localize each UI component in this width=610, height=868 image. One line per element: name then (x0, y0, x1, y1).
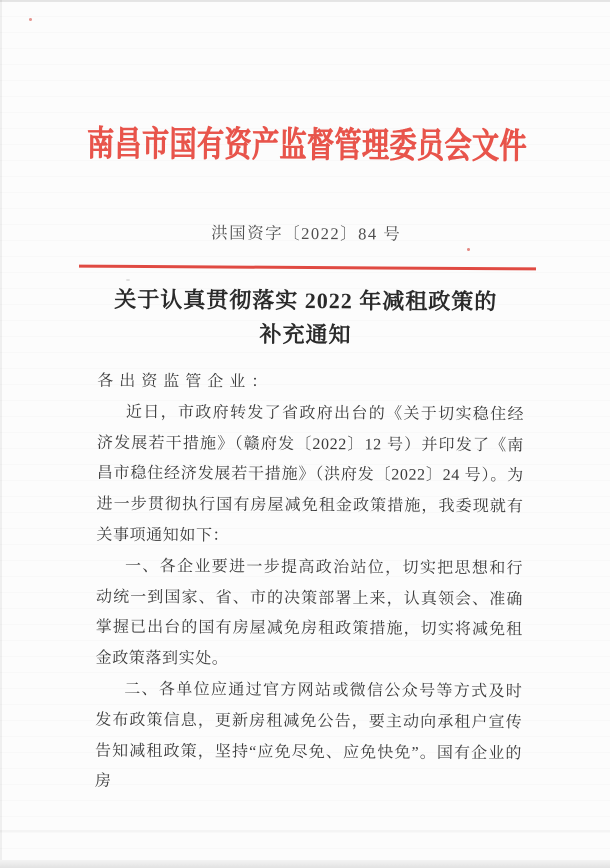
red-separator-line (79, 265, 536, 271)
scan-edge-top (0, 0, 610, 2)
body-paragraph-1: 近日，市政府转发了省政府出台的《关于切实稳住经济发展若干措施》（赣府发〔2022〕12 号）并印发了《南昌市稳住经济发展若干措施》（洪府发〔2022〕24 号）。为进一步贯彻执行国有房屋减免租金政策措施，我委现就有关事项通知如下： (96, 403, 525, 545)
document-title (1, 282, 610, 354)
document-title-line-1: 关于认真贯彻落实 2022 年减租政策的 (114, 286, 498, 315)
scan-edge-bottom (0, 860, 610, 868)
body-paragraph-3: 二、各单位应通过官方网站或微信公众号等方式及时发布政策信息，更新房租减免公告，要主动向承租户宣传告知减租政策，坚持“应免尽免、应免快免”。国有企业的房 (94, 680, 523, 791)
document-number: 洪国资字〔2022〕84 号 (211, 223, 402, 244)
letterhead-title: 南昌市国有资产监督管理委员会文件 (86, 124, 527, 166)
salutation: 各出资监管企业： (97, 372, 274, 391)
document-body (95, 367, 525, 801)
scan-edge-left (0, 0, 2, 868)
scan-speck (29, 18, 32, 21)
scan-speck (467, 248, 470, 251)
body-paragraph-2: 一、各企业要进一步提高政治站位，切实把思想和行动统一到国家、省、市的决策部署上来，认真领会、准确掌握已出台的国有房屋减免房租政策措施，切实将减免租金政策落到实处。 (95, 557, 524, 668)
scan-speck (126, 279, 130, 281)
scan-shadow-band (0, 830, 610, 832)
document-title-line-2: 补充通知 (259, 321, 352, 348)
